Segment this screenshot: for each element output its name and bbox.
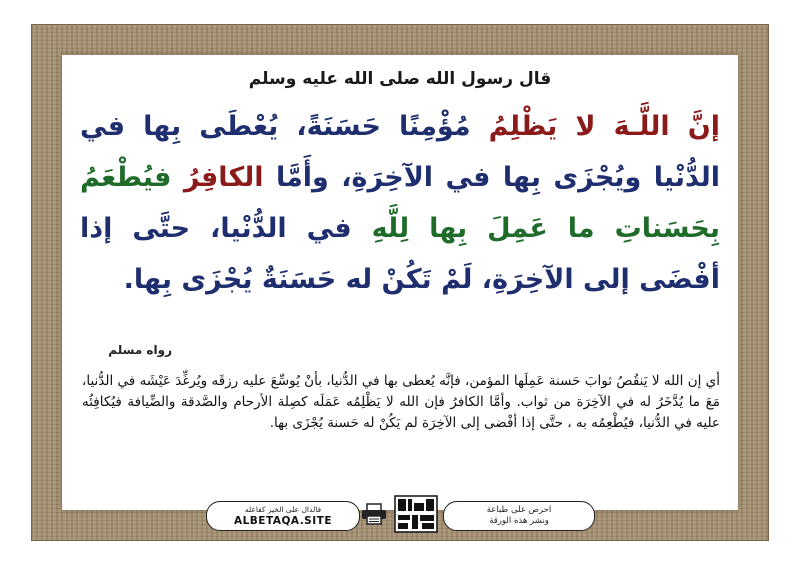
narrator-label: رواه مسلم — [108, 343, 172, 357]
hadith-part-1: إنَّ اللَّـهَ لا يَظْلِمُ — [470, 111, 720, 142]
share-note-pill — [443, 501, 595, 531]
site-pill[interactable] — [206, 501, 360, 531]
hadith-text — [80, 101, 720, 305]
share-note-line2: ونشر هذه الورقة — [489, 516, 549, 526]
hadith-part-2: مُؤْمِنًا حَسَنَةً — [306, 111, 471, 142]
footer — [206, 497, 594, 525]
albetaqa-logo-icon — [394, 495, 438, 533]
share-note — [444, 505, 594, 527]
printer-icon — [361, 503, 387, 525]
hadith-part-5 — [171, 162, 183, 193]
site-url[interactable]: ALBETAQA.SITE — [233, 515, 332, 527]
site-caption: فالدال على الخير كفاعله — [244, 505, 322, 514]
intro-line: قال رسول الله صلى الله عليه وسلم — [248, 69, 552, 89]
hadith-part-3: ، يُعْطَى بِها في الدُّنْيا ويُجْزَى بِها في الآخِرَةِ، وأَمَّا — [80, 111, 720, 193]
explanation-text: أي إن الله لا يَنقُصُ ثوابَ حَسنة عَمِلَها المؤمن، فإنَّه يُعطى بها في الدُّنيا، بأنْ يُوسِّعَ عليه رزقَه ويُرغِّدَ عَيْشَه في الدُّنيا، مَعَ ما يُدَّخَرُ له في الآخِرَة من ثواب. وأمَّا الكافرُ فإن الله لا يَظْلِمُه عَمَلَه كصِلة الأرحام والصَّدقة والضِّيافة فيُكافِئُه عليه في الدُّنيا، فيُطْعِمُه به ، حتَّى إذا أفْضى إلى الآخِرَة لم يَكُنْ له حَسنة يُجْزَى بها. — [82, 373, 720, 431]
hadith-part-4: الكافِرُ — [183, 162, 264, 193]
hadith-part-6: فيُطْعَمُ بِحَسَناتِ ما عَمِلَ بِها لِلَّهِ — [80, 162, 720, 244]
hadith-card — [62, 55, 738, 527]
hadith-part-7: في الدُّنْيا، حتَّى إذا أفْضَى إلى الآخِرَةِ، لَمْ تَكُنْ له حَسَنَةٌ يُجْزَى بِها. — [80, 213, 720, 295]
share-note-line1: احرص على طباعة — [486, 505, 552, 515]
